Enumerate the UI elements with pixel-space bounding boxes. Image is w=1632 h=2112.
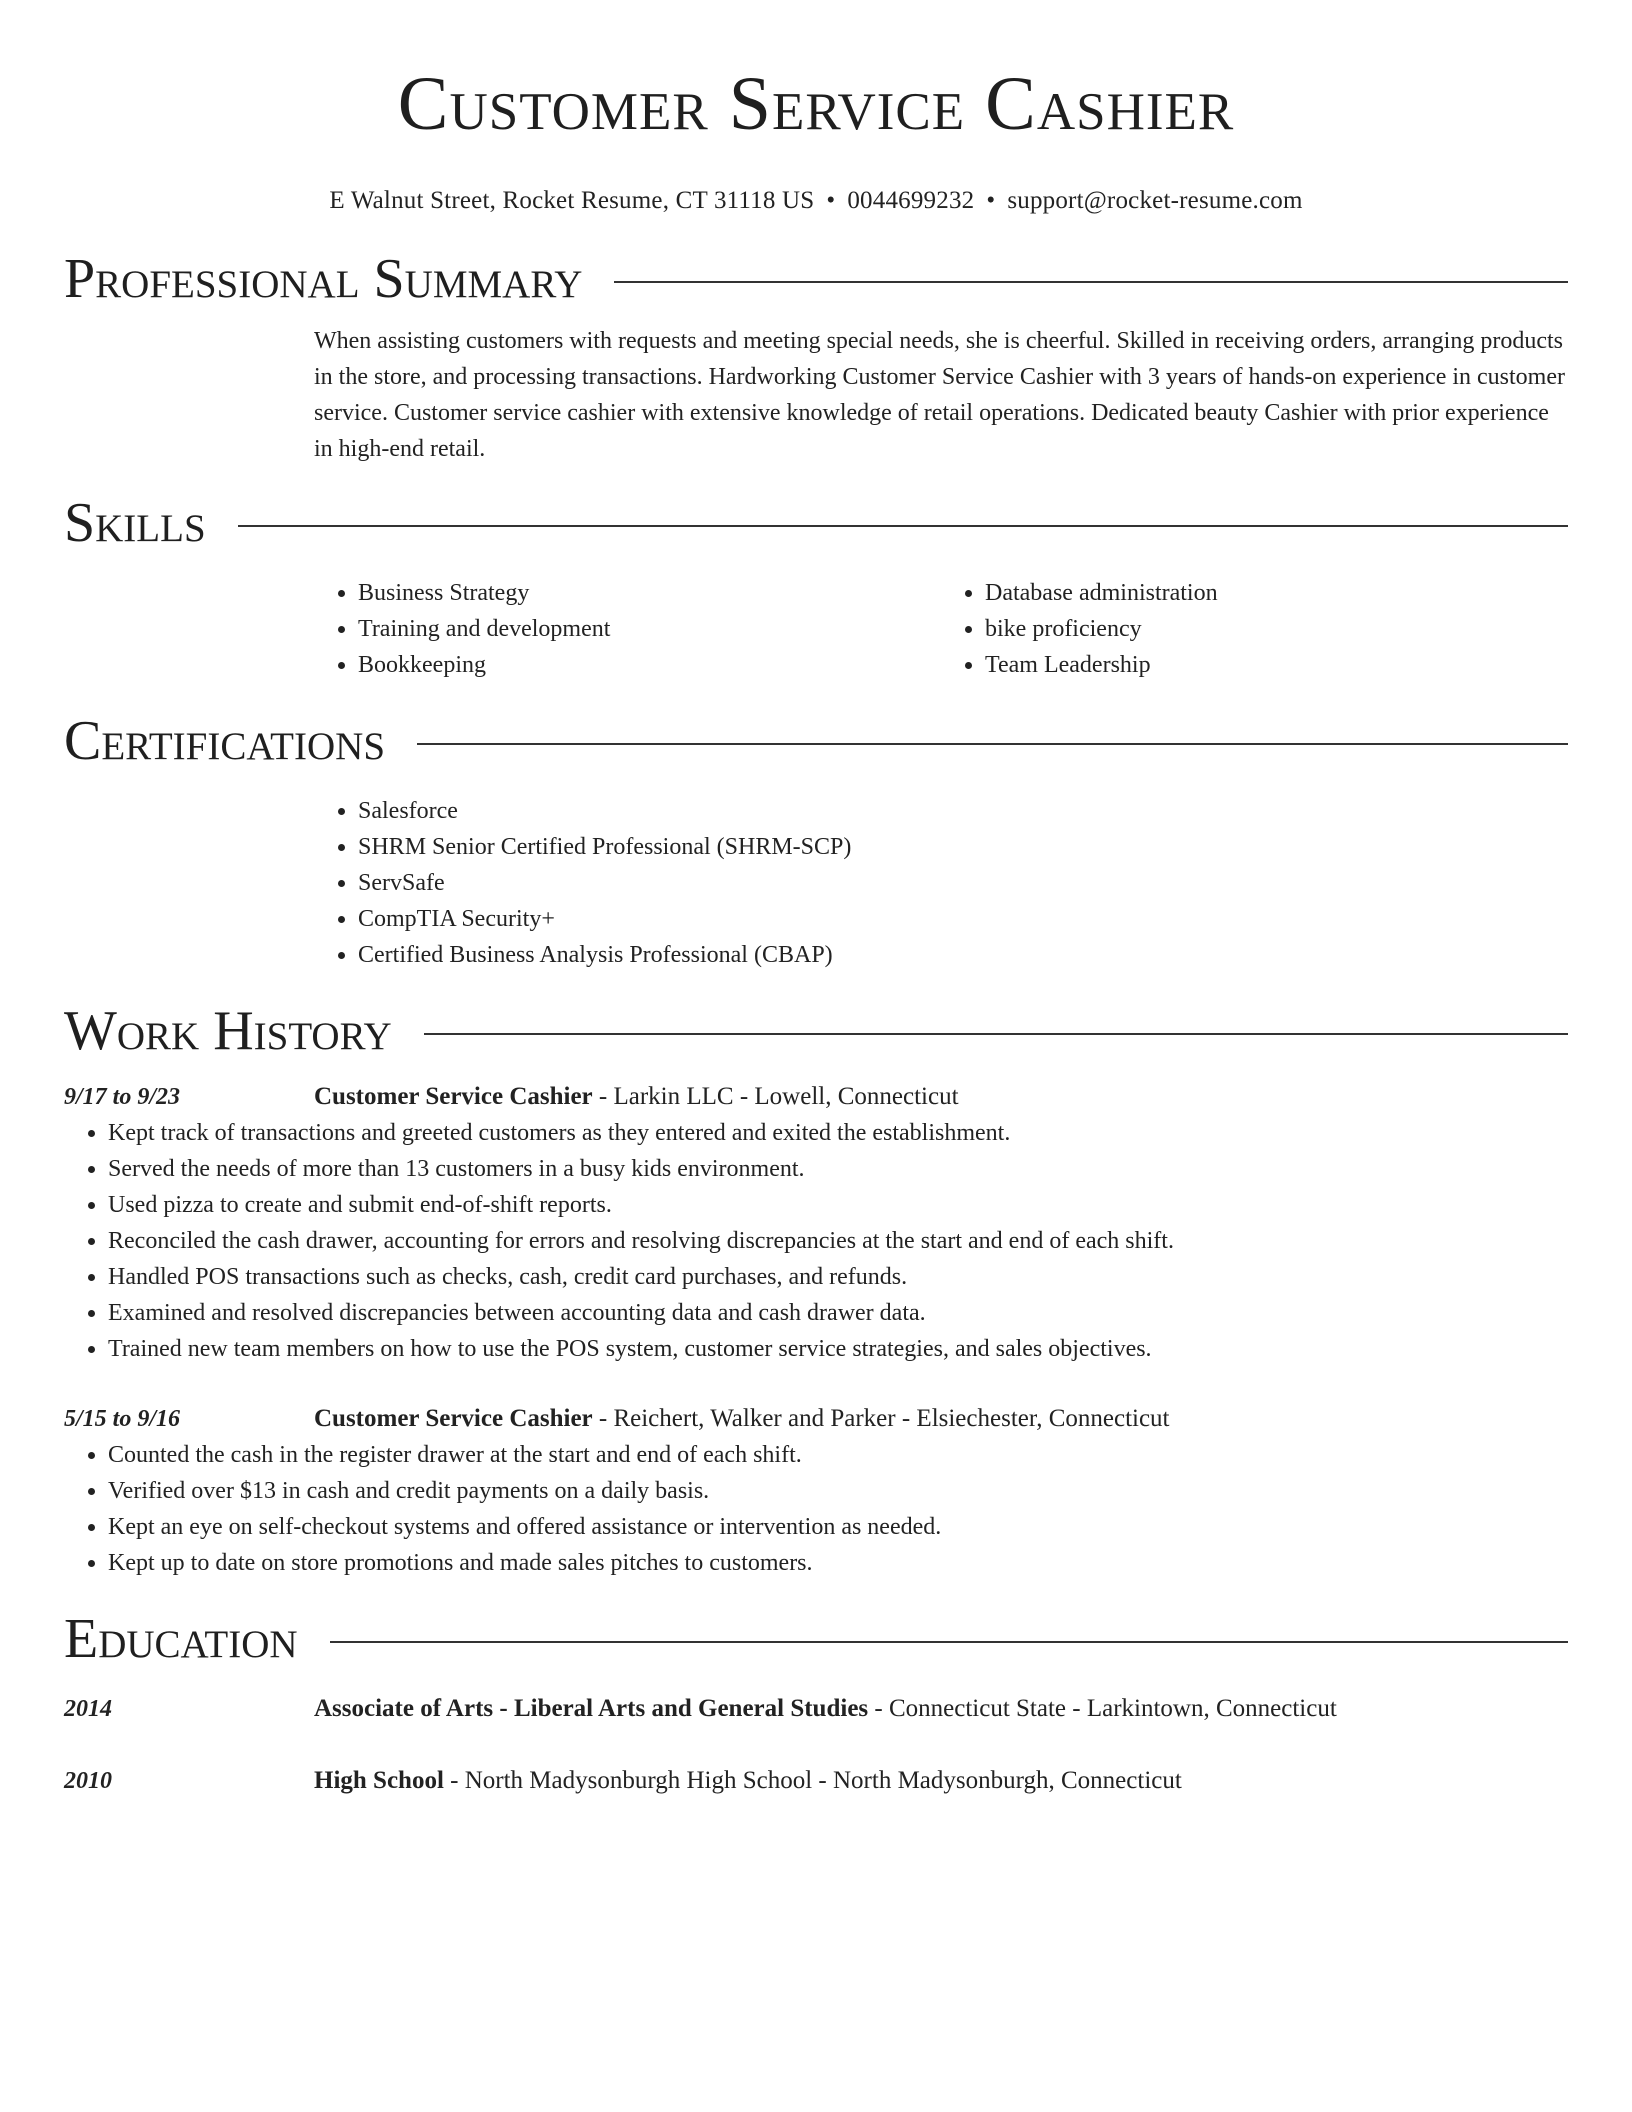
certifications-list <box>314 793 1568 973</box>
section-title: Work History <box>64 1000 392 1062</box>
section-rule <box>424 1033 1568 1035</box>
education-details: - North Madysonburgh High School - North Madysonburgh, Connecticut <box>443 1767 1182 1794</box>
job-heading <box>314 1079 1568 1115</box>
job-bullet: • Used pizza to create and submit end-of-shift reports. <box>108 1187 1568 1223</box>
job-dates: 5/15 to 9/16 <box>64 1406 181 1432</box>
education-header <box>64 1607 1568 1671</box>
education-heading <box>314 1763 1568 1799</box>
section-title: Professional Summary <box>64 248 583 310</box>
education-entry <box>64 1763 1568 1799</box>
skill-item: • Bookkeeping <box>358 647 941 683</box>
skill-item: • Team Leadership <box>985 647 1568 683</box>
work-history-header <box>64 999 1568 1063</box>
summary-section <box>64 247 1568 467</box>
education-year: 2010 <box>64 1768 112 1794</box>
certification-item: • SHRM Senior Certified Professional (SHRM-SCP) <box>358 829 1568 865</box>
job-details: - Reichert, Walker and Parker - Elsiechester, Connecticut <box>592 1405 1170 1432</box>
skill-item: • bike proficiency <box>985 611 1568 647</box>
certification-item: • ServSafe <box>358 865 1568 901</box>
job-bullet: • Kept an eye on self-checkout systems and offered assistance or intervention as needed. <box>108 1509 1568 1545</box>
section-rule <box>417 743 1568 745</box>
job-bullet: • Kept track of transactions and greeted customers as they entered and exited the establishment. <box>108 1115 1568 1151</box>
education-degree: Associate of Arts - Liberal Arts and General Studies <box>314 1695 869 1722</box>
skills-header <box>64 491 1568 555</box>
job-bullets <box>64 1115 1568 1367</box>
education-entry <box>64 1691 1568 1727</box>
certifications-header <box>64 709 1568 773</box>
section-rule <box>238 525 1568 527</box>
job-bullets <box>64 1437 1568 1581</box>
contact-phone: 0044699232 <box>847 187 975 214</box>
job-role: Customer Service Cashier <box>314 1083 593 1110</box>
work-history-section <box>64 999 1568 1581</box>
job-bullet: • Trained new team members on how to use the POS system, customer service strategies, and sales objectives. <box>108 1331 1568 1367</box>
section-title: Certifications <box>64 710 386 772</box>
certification-item: • Salesforce <box>358 793 1568 829</box>
job-details: - Larkin LLC - Lowell, Connecticut <box>592 1083 959 1110</box>
skills-body <box>314 575 1568 683</box>
education-details: - Connecticut State - Larkintown, Connecticut <box>868 1695 1337 1722</box>
skill-item: • Training and development <box>358 611 941 647</box>
section-rule <box>614 281 1568 283</box>
certification-item: • Certified Business Analysis Professional (CBAP) <box>358 937 1568 973</box>
certification-item: • CompTIA Security+ <box>358 901 1568 937</box>
education-section <box>64 1607 1568 1799</box>
job-bullet: • Handled POS transactions such as checks, cash, credit card purchases, and refunds. <box>108 1259 1568 1295</box>
contact-separator: • <box>826 187 836 214</box>
summary-header <box>64 247 1568 311</box>
contact-address: E Walnut Street, Rocket Resume, CT 31118 US <box>329 187 815 214</box>
education-heading <box>314 1691 1568 1727</box>
job-role: Customer Service Cashier <box>314 1405 593 1432</box>
section-rule <box>330 1641 1568 1643</box>
section-title: Skills <box>64 492 206 554</box>
resume-name: Customer Service Cashier <box>397 62 1235 146</box>
job-bullet: • Examined and resolved discrepancies between accounting data and cash drawer data. <box>108 1295 1568 1331</box>
summary-body <box>314 323 1568 467</box>
contact-email: support@rocket-resume.com <box>1007 187 1303 214</box>
job-bullet: • Reconciled the cash drawer, accounting for errors and resolving discrepancies at the start and end of each shift. <box>108 1223 1568 1259</box>
job-bullet: • Verified over $13 in cash and credit payments on a daily basis. <box>108 1473 1568 1509</box>
job-bullet: • Kept up to date on store promotions and made sales pitches to customers. <box>108 1545 1568 1581</box>
skills-section <box>64 491 1568 683</box>
skills-list-right <box>941 575 1568 683</box>
skills-list-left <box>314 575 941 683</box>
certifications-section <box>64 709 1568 973</box>
job-bullet: • Served the needs of more than 13 customers in a busy kids environment. <box>108 1151 1568 1187</box>
education-degree: High School <box>314 1767 444 1794</box>
contact-separator: • <box>986 187 996 214</box>
summary-text: When assisting customers with requests and meeting special needs, she is cheerful. Skilled in receiving orders, arranging products in the store, and processing transactions. Hardworking Customer Service Cashier with 3 years of hands-on experience in customer service. Customer service cashier with extensive knowledge of retail operations. Dedicated beauty Cashier with prior experience in high-end retail. <box>314 328 1565 462</box>
job-heading <box>314 1401 1568 1437</box>
job-bullet: • Counted the cash in the register drawer at the start and end of each shift. <box>108 1437 1568 1473</box>
skill-item: • Business Strategy <box>358 575 941 611</box>
contact-line <box>0 185 1632 217</box>
section-title: Education <box>64 1608 298 1670</box>
education-year: 2014 <box>64 1696 112 1722</box>
job-dates: 9/17 to 9/23 <box>64 1084 181 1110</box>
job-entry <box>64 1401 1568 1581</box>
skill-item: • Database administration <box>985 575 1568 611</box>
certifications-body <box>314 793 1568 973</box>
job-entry <box>64 1079 1568 1367</box>
